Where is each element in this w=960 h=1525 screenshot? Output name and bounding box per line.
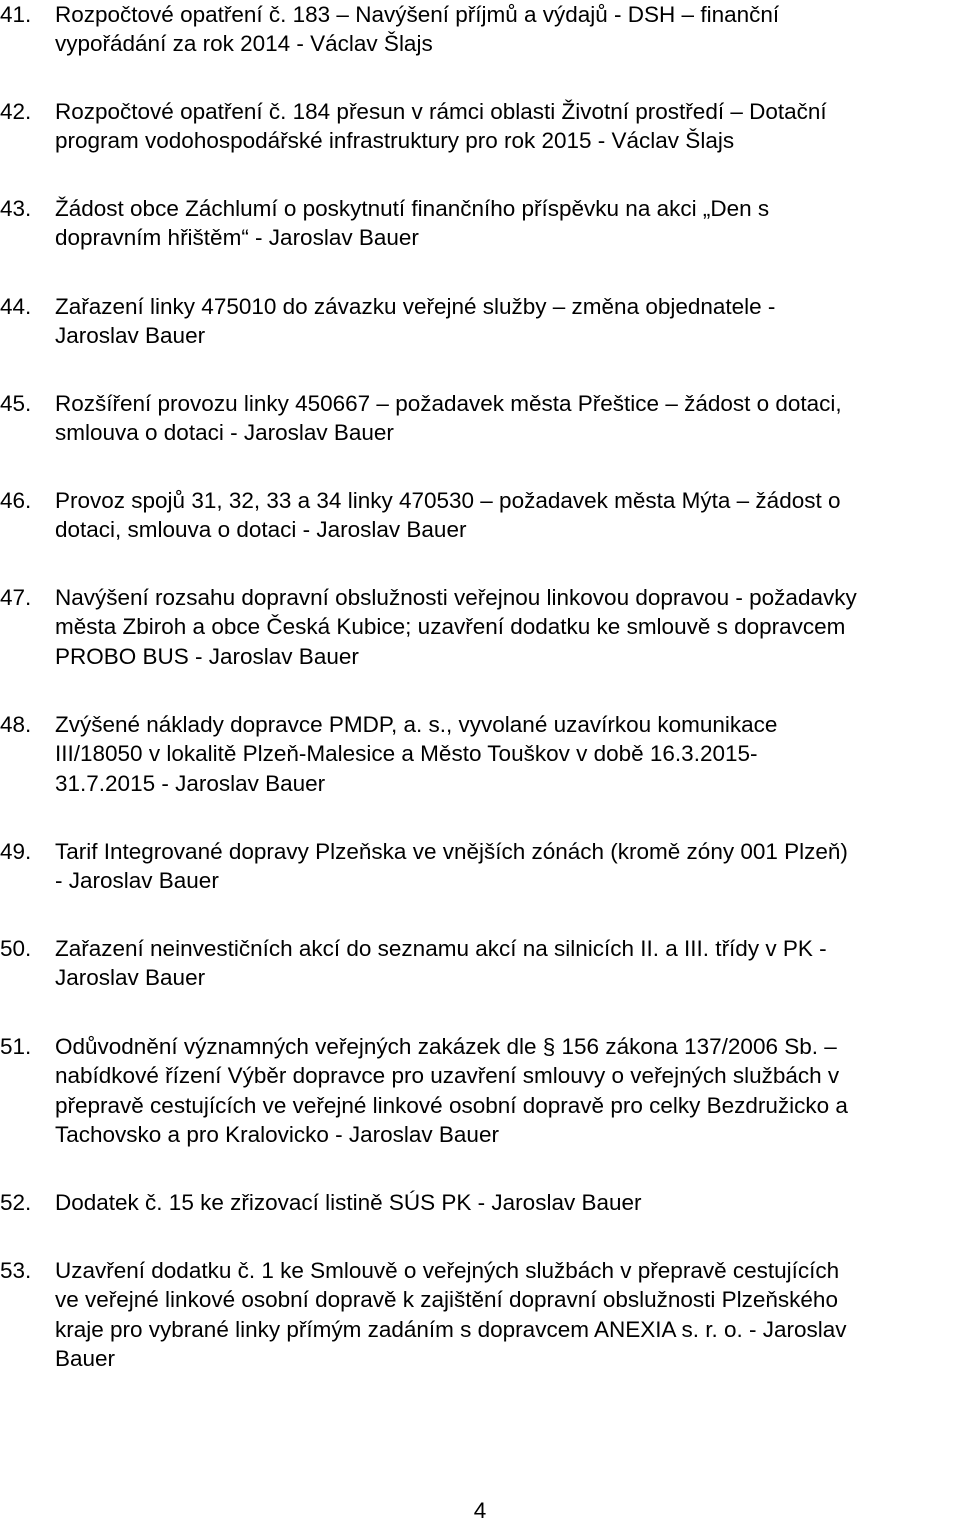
agenda-item-text: Zařazení neinvestičních akcí do seznamu akcí na silnicích II. a III. třídy v PK - Jaroslav Bauer	[55, 936, 827, 991]
agenda-item-text: Rozpočtové opatření č. 183 – Navýšení příjmů a výdajů - DSH – finanční vypořádání za rok 2014 - Václav Šlajs	[55, 2, 780, 57]
agenda-item-number: 42.	[0, 99, 32, 124]
agenda-item-text: Odůvodnění významných veřejných zakázek dle § 156 zákona 137/2006 Sb. – nabídkové řízení Výběr dopravce pro uzavření smlouvy o veřejných službách v přepravě cestujících ve veřejné linkové osobní dopravě pro celky Bezdružicko a Tachovsko a pro Kralovicko - Jaroslav Bauer	[55, 1034, 848, 1148]
agenda-item-text: Tarif Integrované dopravy Plzeňska ve vnějších zónách (kromě zóny 001 Plzeň) - Jaroslav Bauer	[55, 839, 848, 894]
agenda-item-text: Rozpočtové opatření č. 184 přesun v rámci oblasti Životní prostředí – Dotační program vodohospodářské infrastruktury pro rok 2015 - Václav Šlajs	[55, 99, 827, 154]
agenda-item-number: 46.	[0, 488, 32, 513]
agenda-item-number: 41.	[0, 2, 32, 27]
agenda-item-number: 44.	[0, 294, 32, 319]
agenda-item-number: 52.	[0, 1190, 32, 1215]
agenda-item-text: Provoz spojů 31, 32, 33 a 34 linky 470530 – požadavek města Mýta – žádost o dotaci, smlouva o dotaci - Jaroslav Bauer	[55, 488, 841, 543]
agenda-item-number: 49.	[0, 839, 32, 864]
agenda-item-number: 53.	[0, 1258, 32, 1283]
agenda-item-text: Rozšíření provozu linky 450667 – požadavek města Přeštice – žádost o dotaci, smlouva o dotaci - Jaroslav Bauer	[55, 391, 842, 446]
agenda-item-text: Zařazení linky 475010 do závazku veřejné služby – změna objednatele - Jaroslav Bauer	[55, 294, 776, 349]
agenda-item-text: Uzavření dodatku č. 1 ke Smlouvě o veřejných službách v přepravě cestujících ve veřejné linkové osobní dopravě k zajištění dopravní obslužnosti Plzeňského kraje pro vybrané linky přímým zadáním s dopravcem ANEXIA s. r. o. - Jaroslav Bauer	[55, 1258, 847, 1372]
agenda-item-text: Zvýšené náklady dopravce PMDP, a. s., vyvolané uzavírkou komunikace III/18050 v lokalitě Plzeň-Malesice a Město Touškov v době 16.3.2015- 31.7.2015 - Jaroslav Bauer	[55, 712, 778, 796]
agenda-item-number: 50.	[0, 936, 32, 961]
page-number: 4	[473, 1498, 487, 1523]
agenda-item-number: 45.	[0, 391, 32, 416]
agenda-item-number: 51.	[0, 1034, 32, 1059]
agenda-item-text: Dodatek č. 15 ke zřizovací listině SÚS PK - Jaroslav Bauer	[55, 1190, 642, 1215]
agenda-item-text: Navýšení rozsahu dopravní obslužnosti veřejnou linkovou dopravou - požadavky města Zbiroh a obce Česká Kubice; uzavření dodatku ke smlouvě s dopravcem PROBO BUS - Jaroslav Bauer	[55, 585, 857, 669]
agenda-item-number: 47.	[0, 585, 32, 610]
agenda-item-number: 43.	[0, 196, 32, 221]
agenda-item-text: Žádost obce Záchlumí o poskytnutí finančního příspěvku na akci „Den s dopravním hřištěm“ - Jaroslav Bauer	[55, 196, 770, 251]
agenda-item-number: 48.	[0, 712, 32, 737]
